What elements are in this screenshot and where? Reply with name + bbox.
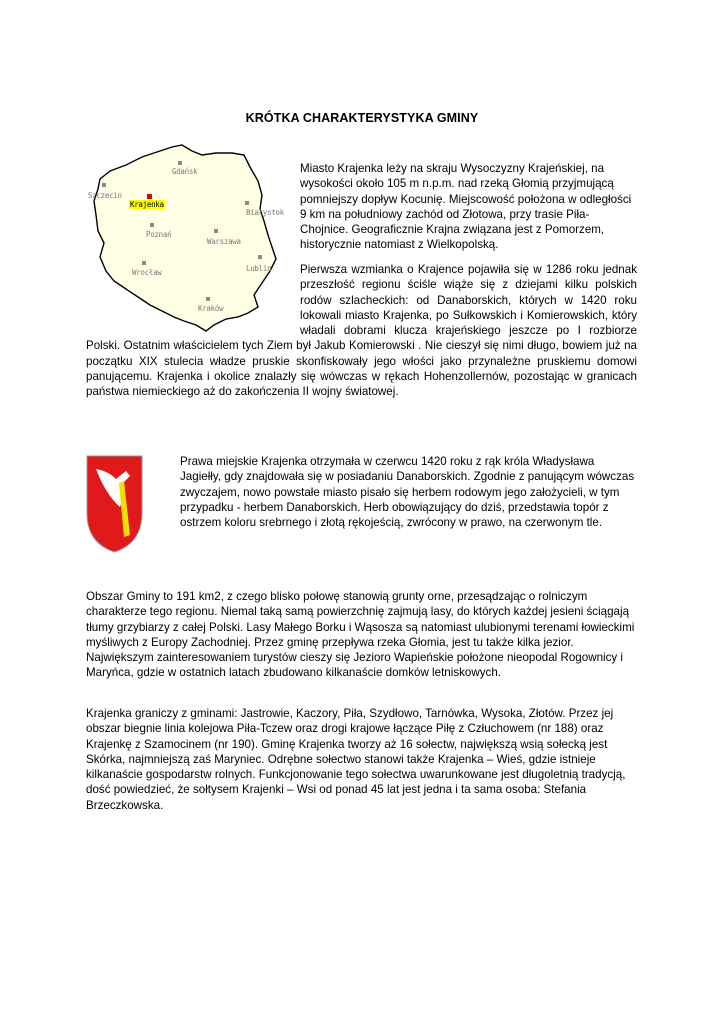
paragraph-area: Obszar Gminy to 191 km2, z czego blisko połowę stanowią grunty orne, przesądzając o rolniczym charakterze tego regionu. Niemal taką samą powierzchnię zajmują lasy, do których każdej jesieni ściągają tłumy grzybiarzy z całej Polski. Lasy Małego Borku i Wąsosza są natomiast ulubionymi terenami łowieckimi myśliwych z Europy Zachodniej. Przez gminę przepływa rzeka Głomia, jest tu także kilka jezior. Największym zainteresowaniem turystów cieszy się Jezioro Wapieńskie położone nieopodal Rogownicy i Maryńca, gdzie w ostatnich latach zbudowano kilkanaście domków letniskowych. <box>86 590 635 680</box>
map-label-wroclaw: Wrocław <box>132 268 162 277</box>
page-title: KRÓTKA CHARAKTERYSTYKA GMINY <box>245 111 479 125</box>
city-marker-lublin <box>258 255 262 259</box>
city-marker-warszawa <box>214 229 218 233</box>
map-wrap-spacer <box>86 262 300 338</box>
city-marker-poznan <box>150 223 154 227</box>
map-label-krakow: Kraków <box>198 304 224 313</box>
map-label-gdansk: Gdańsk <box>172 167 198 176</box>
paragraph-coat-of-arms: Prawa miejskie Krajenka otrzymała w czerwcu 1420 roku z rąk króla Władysława Jagiełły, gdy znajdowała się w posiadaniu Danaborskich. Zgodnie z panującym wówczas zwyczajem, nowo powstałe miasto pisało się herbem rodowym jego założycieli, w tym przypadku - herbem Danaborskich. Herb obowiązujący do dziś, przedstawia topór z ostrzem koloru srebrnego i złotą rękojeścią, zwrócony w prawo, na czerwonym tle. <box>180 455 635 530</box>
city-marker-krajenka <box>147 194 152 199</box>
paragraph-neighbours: Krajenka graniczy z gminami: Jastrowie, Kaczory, Piła, Szydłowo, Tarnówka, Wysoka, Złotów. Przez jej obszar biegnie linia kolejowa Piła-Tczew oraz drogi krajowe łączące Piłę z Człuchowem (nr 188) oraz Krajenkę z Szamocinem (nr 190). Gminę Krajenka tworzy aż 16 sołectw, największą wsią sołecką jest Skórka, najmniejszą zaś Maryniec. Odrębne sołectwo stanowi także Krajenka – Wieś, gdzie istnieje kilkanaście gospodarstw rolnych. Funkcjonowanie tego sołectwa uwarunkowane jest długoletnią tradycją, dość powiedzieć, że sołtysem Krajenki – Wsi od ponad 45 lat jest jedna i ta sama osoba: Stefania Brzeczkowska. <box>86 707 626 812</box>
city-marker-szczecin <box>102 183 106 187</box>
map-label-szczecin: Szczecin <box>88 191 122 200</box>
map-label-bialystok: Białystok <box>246 208 284 217</box>
map-label-poznan: Poznań <box>146 230 172 239</box>
paragraph-history-wrap <box>86 262 637 400</box>
coat-of-arms-shield <box>87 456 142 552</box>
coat-of-arms-image <box>86 455 143 553</box>
map-label-warszawa: Warszawa <box>207 237 241 246</box>
city-marker-bialystok <box>245 201 249 205</box>
map-label-lublin: Lublin <box>246 264 272 273</box>
city-marker-gdansk <box>178 161 182 165</box>
paragraph-location: Miasto Krajenka leży na skraju Wysoczyzny Krajeńskiej, na wysokości około 105 m n.p.m. nad rzeką Głomią przyjmującą pomniejszy dopływ Kocunię. Miejscowość położona w odległości 9 km na południowy zachód od Złotowa, przy trasie Piła-Chojnice. Geograficznie Krajna związana jest z Pomorzem, historycznie natomiast z Wielkopolską. <box>300 162 632 252</box>
map-label-krajenka: Krajenka <box>130 200 164 209</box>
paragraph-history: Pierwsza wzmianka o Krajence pojawiła się w 1286 roku jednak przeszłość regionu ściśle wiąże się z dziejami kilku polskich rodów szlacheckich: od Danaborskich, których w 1420 roku lokowali miasto Krajenka, po Sułkowskich i Komierowskich, który władali dobrami klucza krajeńskiego jeszcze po I rozbiorze Polski. Ostatnim właścicielem tych Ziem był Jakub Komierowski . Nie cieszył się nimi długo, bowiem już na początku XIX stulecia władze pruskie skonfiskowały jego włości jako przynależne pruskiemu domowi panującemu. Krajenka i okolice znalazły się wówczas w rękach Hohenzollernów, pozostając w granicach państwa niemieckiego aż do zakończenia II wojny światowej. <box>86 263 637 399</box>
